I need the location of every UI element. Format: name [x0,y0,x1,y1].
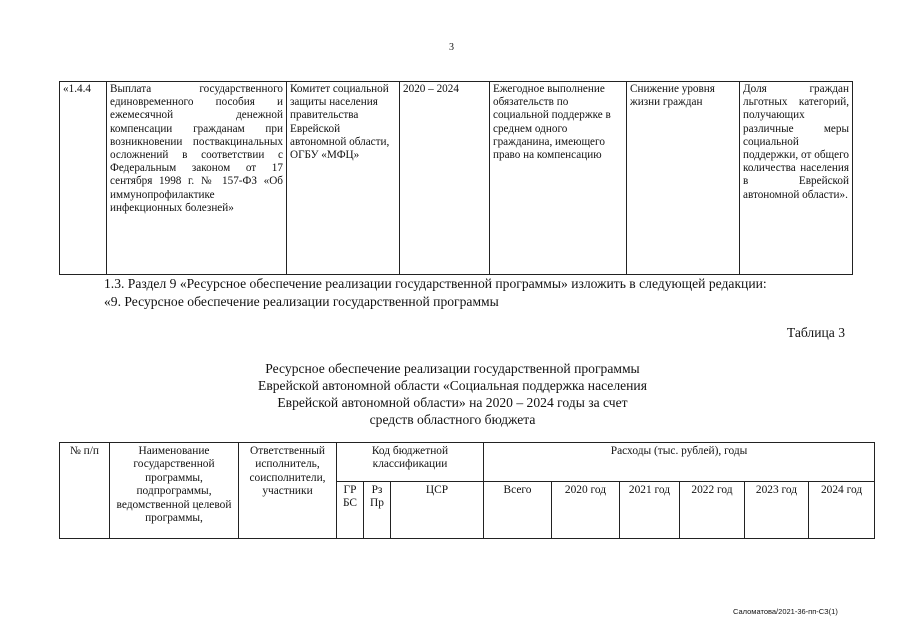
indicator-cell: Доля граждан льготных категорий, получающих различные меры социальной поддержки, от общего количества населения в Еврейской автономной области». [740,82,853,275]
table-title-line-4: средств областного бюджета [369,412,536,427]
table-label: Таблица 3 [786,325,845,340]
table-title-line-2: Еврейской автономной области «Социальная поддержка населения [258,378,647,393]
col-name-header: Наименование государственной программы, подпрограммы, ведомственной целевой программы, [110,443,239,539]
sub-rzpr-header: Рз Пр [364,482,391,539]
table-header-row [60,443,875,482]
col-executor-header: Ответственный исполнитель, соисполнители, участники [239,443,337,539]
paragraph-1-3: 1.3. Раздел 9 «Ресурсное обеспечение реализации государственной программы» изложить в следующей редакции: [104,276,767,291]
year-2024-header: 2024 год [809,482,875,539]
executor-cell: Комитет социальной защиты населения правительства Еврейской автономной области, ОГБУ «МФЦ» [287,82,400,275]
page-number: 3 [449,42,454,53]
year-2021-header: 2021 год [620,482,680,539]
row-number-cell: «1.4.4 [60,82,107,275]
sub-csr-header: ЦСР [391,482,484,539]
measure-name-cell: Выплата государственного единовременного пособия и ежемесячной денежной компенсации гражданам при возникновении поствакцинальных осложнений в соответствии с Федеральным законом от 17 сентября 1998 г. № 157-ФЗ «Об иммунопрофилактике инфекционных болезней» [107,82,287,275]
col-budget-code-header: Код бюджетной классификации [337,443,484,482]
col-number-header: № п/п [60,443,110,539]
table-title-line-1: Ресурсное обеспечение реализации государственной программы [265,361,640,376]
sub-total-header: Всего [484,482,552,539]
period-cell: 2020 – 2024 [400,82,490,275]
section-9-heading: «9. Ресурсное обеспечение реализации государственной программы [104,294,499,309]
program-measures-table [59,81,853,275]
table-title-line-3: Еврейской автономной области» на 2020 – 2024 годы за счет [277,395,628,410]
col-expenses-header: Расходы (тыс. рублей), годы [484,443,875,482]
year-2022-header: 2022 год [680,482,745,539]
expected-result-cell: Ежегодное выполнение обязательств по социальной поддержке в среднем одного гражданина, имеющего право на компенсацию [490,82,627,275]
year-2023-header: 2023 год [745,482,809,539]
sub-grbs-header: ГР БС [337,482,364,539]
table-row [60,82,853,275]
resource-table [59,442,875,539]
risk-cell: Снижение уровня жизни граждан [627,82,740,275]
document-footer: Саломатова/2021-36-пп-СЗ(1) [733,607,838,616]
year-2020-header: 2020 год [552,482,620,539]
